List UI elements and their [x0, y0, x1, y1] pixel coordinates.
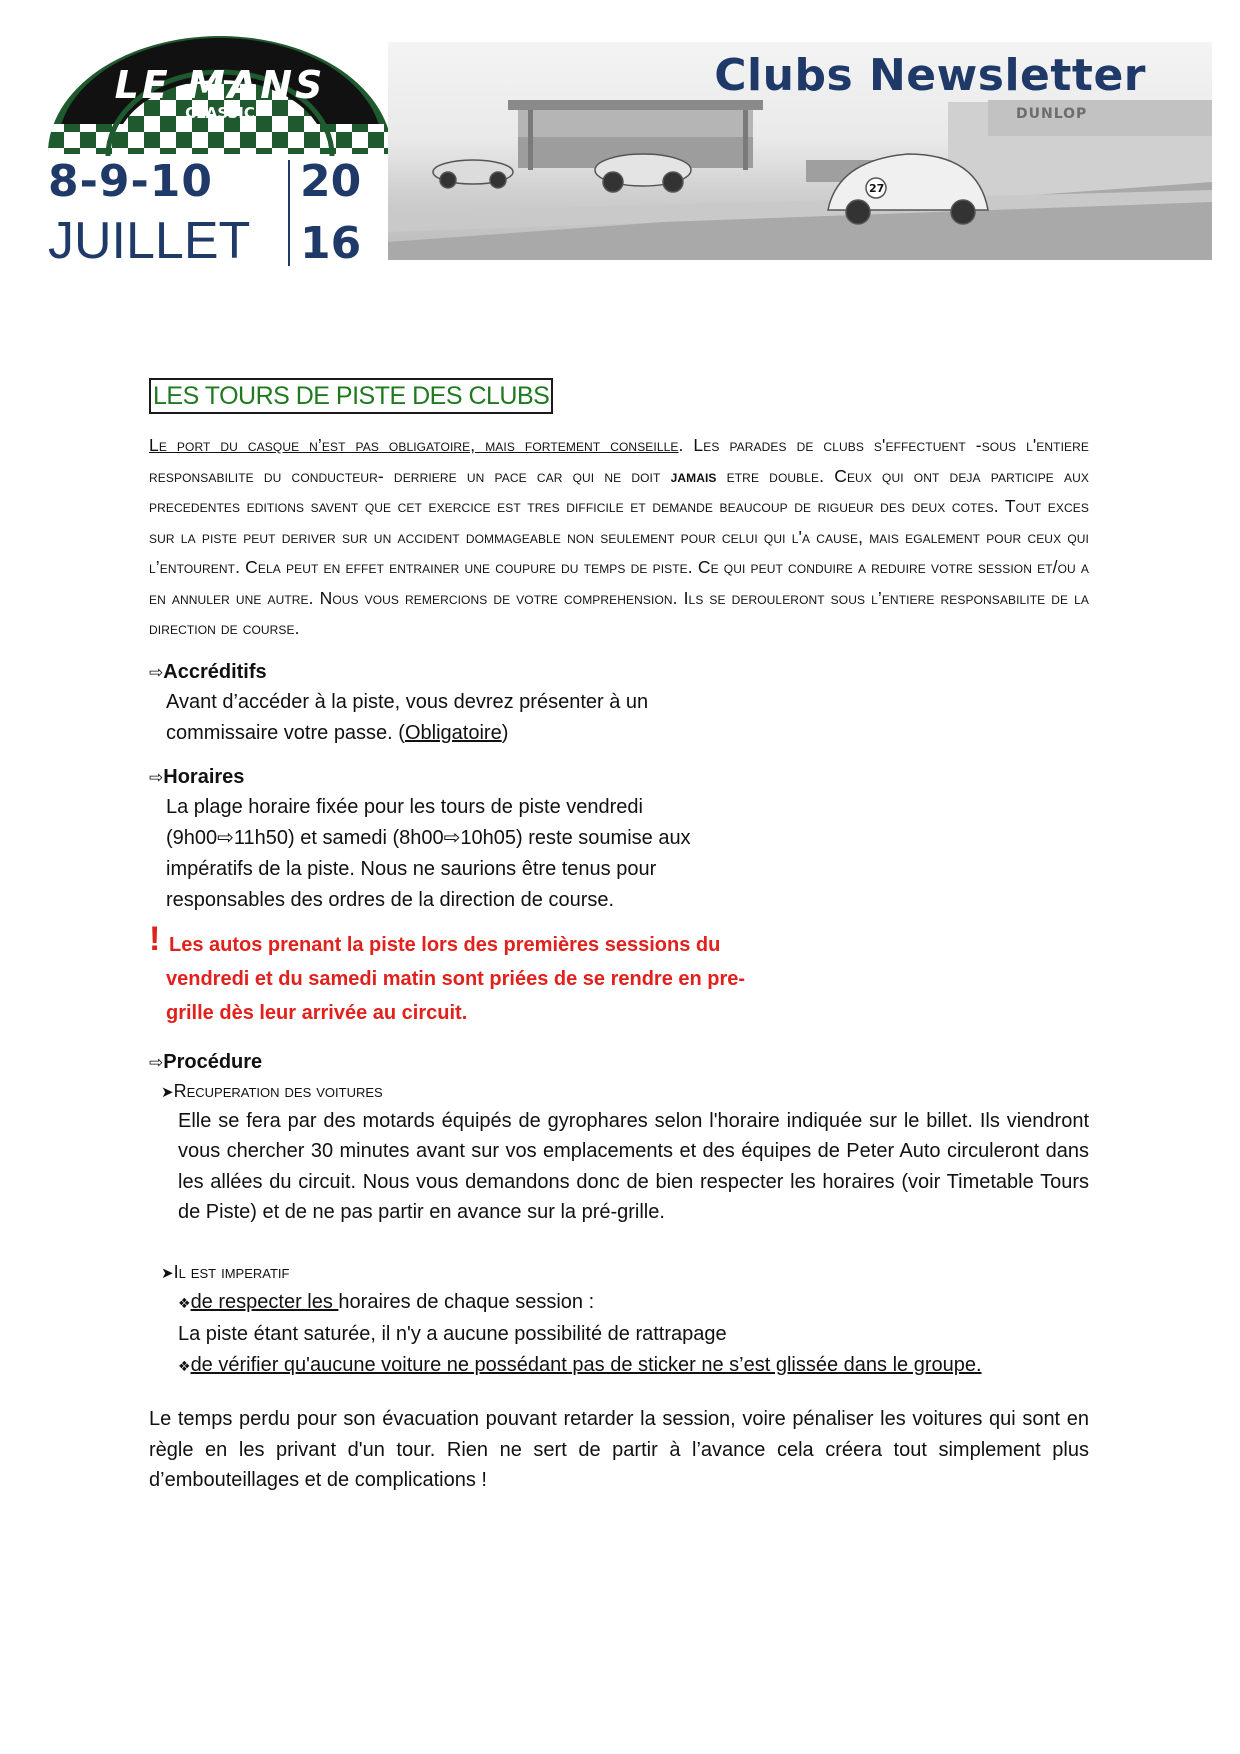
procedure-heading: ⇨Procédure	[149, 1050, 263, 1073]
exclamation-icon: !	[149, 919, 161, 958]
logo-year-bottom: 16	[300, 218, 362, 266]
recuperation-heading: ➤Recuperation des voitures	[161, 1080, 383, 1101]
horaires-text: La plage horaire fixée pour les tours de piste vendredi (9h00⇨11h50) et samedi (8h00⇨10h05) reste soumise aux impératifs de la piste. Nous ne saurions être tenus pour responsables des ordres de la direction de course.	[166, 795, 691, 911]
logo-sub-text: CLASSIC	[185, 104, 255, 122]
race-car-icon	[595, 154, 691, 192]
article-body	[149, 378, 1089, 1496]
arrow-right-icon: ⇨	[149, 767, 164, 788]
imperatif-heading: ➤Il est imperatif	[161, 1261, 290, 1282]
closing-paragraph: Le temps perdu pour son évacuation pouvant retarder la session, voire pénaliser les voitures qui sont en règle en les privant d'un tour. Rien ne sert de partir à l’avance cela créera tout simplement plus d’embouteillages et de complications !	[149, 1408, 1089, 1491]
race-car-icon	[433, 160, 513, 188]
intro-paragraph	[149, 430, 1089, 644]
logo-month: JUILLET	[48, 212, 251, 266]
newsletter-title: Clubs Newsletter	[714, 50, 1146, 101]
newsletter-header	[0, 0, 1240, 270]
race-banner-image	[388, 42, 1212, 260]
intro-emphasis: jamais	[670, 465, 717, 486]
list-item: La piste étant saturée, il n'y a aucune possibilité de rattrapage	[178, 1323, 727, 1345]
triangle-bullet-icon: ➤	[161, 1082, 174, 1101]
imperatif-list	[149, 1287, 1089, 1383]
logo-year-top: 20	[300, 156, 362, 207]
logo-dates: 8-9-10	[48, 156, 213, 207]
dunlop-sign: DUNLOP	[1016, 106, 1088, 122]
accreditifs-heading: ⇨Accréditifs	[149, 660, 267, 683]
list-item: ❖de vérifier qu'aucune voiture ne possédant pas de sticker ne s’est glissée dans le groupe.	[178, 1353, 982, 1376]
le-mans-classic-logo	[48, 36, 398, 266]
section-title: LES TOURS DE PISTE DES CLUBS	[149, 378, 553, 414]
intro-text-part1: . Les parades de clubs s'effectuent -sous l'entiere responsabilite du conducteur- derriere un pace car qui ne doit	[149, 435, 1089, 486]
triangle-bullet-icon: ➤	[161, 1263, 174, 1282]
warning-notice: ! Les autos prenant la piste lors des premières sessions du vendredi et du samedi matin sont priées de se rendre en pre- grille dès leur arrivée au circuit.	[149, 919, 746, 1024]
car-number: 27	[869, 182, 885, 195]
horaires-heading: ⇨Horaires	[149, 765, 245, 788]
arrow-right-icon: ⇨	[149, 1052, 164, 1073]
recuperation-text: Elle se fera par des motards équipés de gyrophares selon l'horaire indiquée sur le billet. Ils viendront vous chercher 30 minutes avant sur vos emplacements et des équipes de Peter Auto circuleront dans les allées du circuit. Nous vous demandons donc de bien respecter les horaires (voir Timetable Tours de Piste) et de ne pas partir en avance sur la pré-grille.	[178, 1109, 1089, 1223]
accreditifs-text: Avant d’accéder à la piste, vous devrez présenter à un commissaire votre passe. (Obligatoire)	[166, 690, 649, 744]
obligatoire-label: Obligatoire	[404, 721, 502, 744]
intro-text-part2: etre double. Ceux qui ont deja participe aux precedentes editions savent que cet exercice est tres difficile et demande beaucoup de rigueur des deux cotes. Tout exces sur la piste peut deriver sur un accident dommageable non seulement pour celui qui l'a cause, mais egalement pour ceux qui l’entourent. Cela peut en effet entrainer une coupure du temps de piste. Ce qui peut conduire a reduire votre session et/ou a en annuler une autre. Nous vous remercions de votre comprehension. Ils se derouleront sous l’entiere responsabilite de la direction de course.	[149, 465, 1089, 638]
list-item: ❖de respecter les horaires de chaque session :	[178, 1290, 595, 1313]
logo-brand-text: LE MANS	[114, 63, 326, 107]
diamond-bullet-icon: ❖	[178, 1358, 191, 1375]
arrow-right-icon: ⇨	[149, 662, 164, 683]
diamond-bullet-icon: ❖	[178, 1295, 191, 1312]
helmet-notice: Le port du casque n’est pas obligatoire, mais fortement conseille	[149, 435, 679, 455]
